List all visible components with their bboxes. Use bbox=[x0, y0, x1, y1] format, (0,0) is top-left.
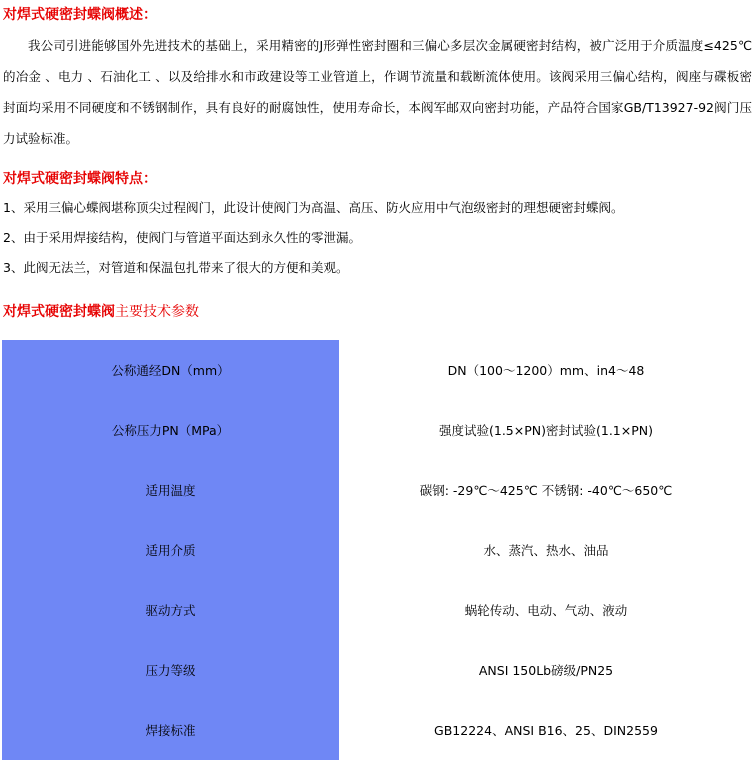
features-heading: 对焊式硬密封蝶阀特点： bbox=[3, 171, 157, 187]
table-row bbox=[2, 640, 753, 700]
param-value: 水、蒸汽、热水、油品 bbox=[483, 543, 609, 558]
feature-item-1: 1、采用三偏心蝶阀堪称顶尖过程阀门，此设计使阀门为高温、高压、防火应用中气泡级密封的理想硬密封蝶阀。 bbox=[3, 200, 624, 215]
param-value: 蜗轮传动、电动、气动、液动 bbox=[464, 603, 628, 618]
table-row bbox=[2, 460, 753, 520]
param-value: GB12224、ANSI B16、25、DIN2559 bbox=[434, 723, 658, 738]
param-label: 焊接标准 bbox=[145, 723, 196, 738]
table-row bbox=[2, 520, 753, 580]
param-value: ANSI 150Lb磅级/PN25 bbox=[478, 663, 614, 678]
params-table bbox=[2, 340, 753, 760]
param-value: 碳钢: -29℃～425℃ 不锈钢: -40℃～650℃ bbox=[419, 483, 673, 498]
param-label: 公称通经DN（mm） bbox=[111, 363, 230, 378]
param-label: 适用介质 bbox=[145, 543, 196, 558]
table-row bbox=[2, 400, 753, 460]
overview-heading: 对焊式硬密封蝶阀概述： bbox=[3, 7, 157, 23]
param-label: 压力等级 bbox=[145, 663, 196, 678]
param-value: 强度试验(1.5×PN)密封试验(1.1×PN) bbox=[439, 423, 653, 438]
overview-paragraph: 我公司引进能够国外先进技术的基础上，采用精密的J形弹性密封圈和三偏心多层次金属硬密封结构，被广泛用于介质温度≤425℃的冶金 、电力 、石油化工 、以及给排水和市政建设等工业管道上，作调节流量和载断流体使用。该阀采用三偏心结构，阀座与碟板密封面均采用不同硬度和不锈钢制作，具有良好的耐腐蚀性，使用寿命长，本阀军邮双向密封功能，产品符合国家GB/T13927-92阀门压力试验标准。 bbox=[3, 38, 752, 146]
table-row bbox=[2, 580, 753, 640]
params-heading-normal: 主要技术参数 bbox=[115, 304, 199, 320]
param-value: DN（100～1200）mm、in4～48 bbox=[447, 363, 645, 378]
table-row bbox=[2, 700, 753, 760]
param-label: 适用温度 bbox=[145, 483, 196, 498]
feature-item-3: 3、此阀无法兰，对管道和保温包扎带来了很大的方便和美观。 bbox=[3, 260, 349, 275]
table-row bbox=[2, 340, 753, 400]
params-heading-bold: 对焊式硬密封蝶阀 bbox=[3, 304, 115, 320]
param-label: 驱动方式 bbox=[145, 603, 196, 618]
params-heading bbox=[3, 303, 199, 321]
param-label: 公称压力PN（MPa） bbox=[111, 423, 230, 438]
feature-item-2: 2、由于采用焊接结构，使阀门与管道平面达到永久性的零泄漏。 bbox=[3, 230, 361, 245]
